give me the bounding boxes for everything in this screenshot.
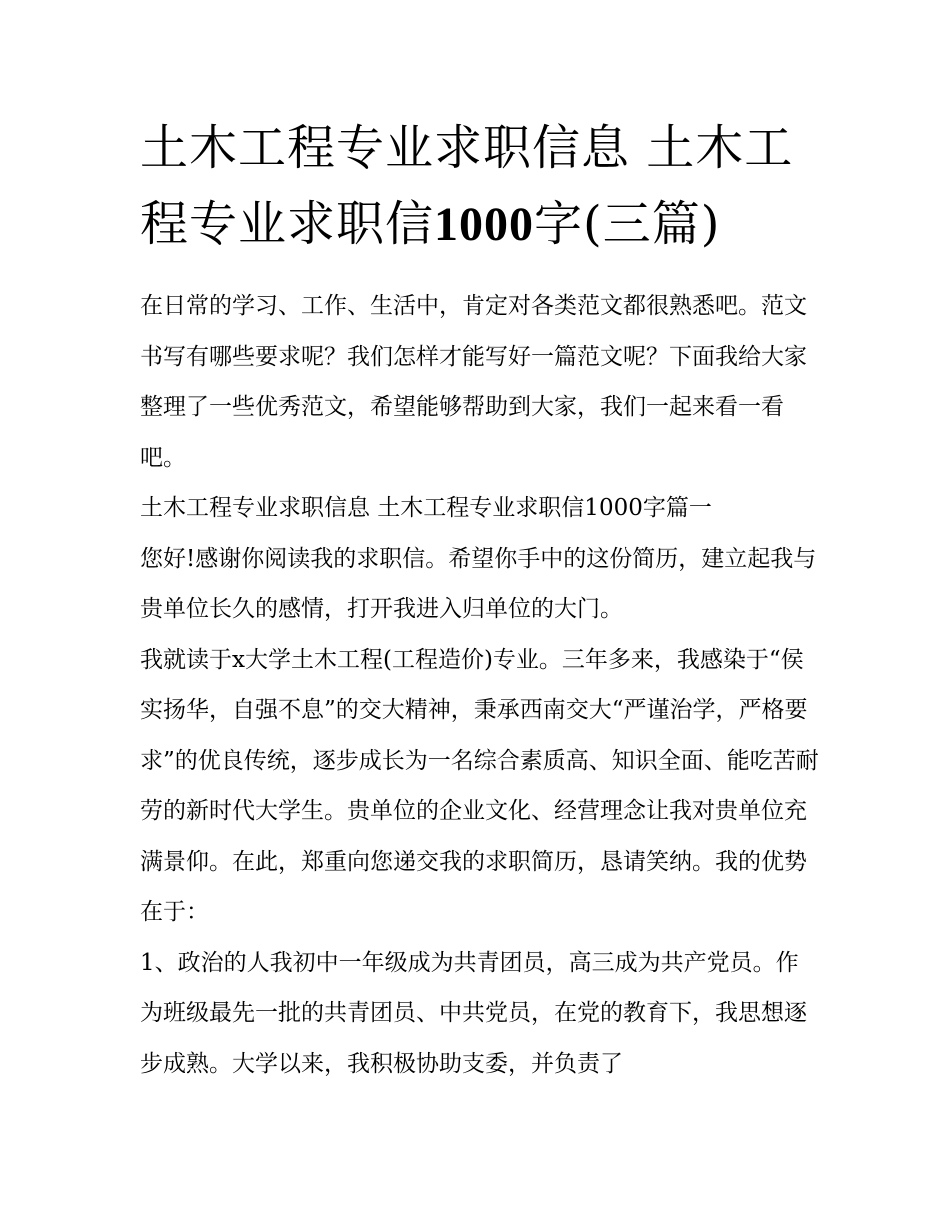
- document-page: [140, 110, 820, 1089]
- intro-paragraph: 在日常的学习、工作、生活中，肯定对各类范文都很熟悉吧。范文书写有哪些要求呢？我们怎样才能写好一篇范文呢？下面我给大家整理了一些优秀范文，希望能够帮助到大家，我们一起来看一看吧。: [140, 293, 807, 471]
- document-title: [140, 110, 820, 263]
- education-paragraph: 我就读于x大学土木工程(工程造价)专业。三年多来，我感染于“侯实扬华，自强不息”的交大精神，秉承西南交大“严谨治学，严格要求”的优良传统，逐步成长为一名综合素质高、知识全面、能吃苦耐劳的新时代大学生。贵单位的企业文化、经营理念让我对贵单位充满景仰。在此，郑重向您递交我的求职简历，恳请笑纳。我的优势在于：: [140, 646, 819, 925]
- title-text-part2: 字(三篇): [534, 196, 721, 252]
- title-text-part1: 土木工程专业求职信息 土木工程专业求职信: [140, 120, 794, 252]
- advantage-item-1: 1、政治的人我初中一年级成为共青团员，高三成为共产党员。作为班级最先一批的共青团员、中共党员，在党的教育下，我思想逐步成熟。大学以来，我积极协助支委，并负责了: [140, 949, 807, 1077]
- greeting-paragraph: 您好!感谢你阅读我的求职信。希望你手中的这份简历，建立起我与贵单位长久的感情，打开我进入归单位的大门。: [140, 545, 817, 622]
- title-number: 1000: [434, 198, 535, 251]
- section-heading: 土木工程专业求职信息 土木工程专业求职信1000字篇一: [140, 495, 712, 521]
